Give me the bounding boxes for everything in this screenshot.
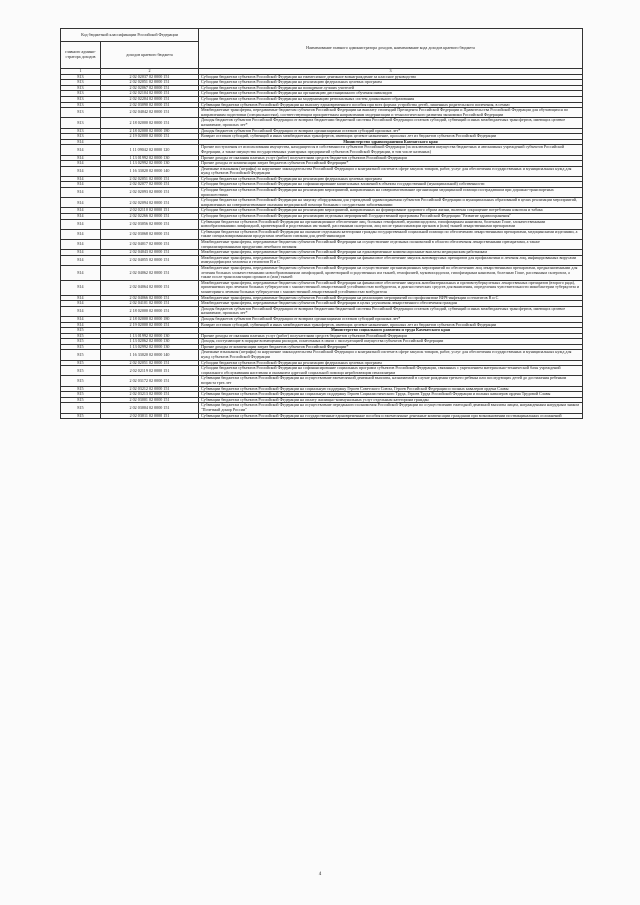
revenue-code-cell: 2 02 03090 02 0000 151 (101, 102, 199, 108)
admin-code-cell: 813 (61, 118, 101, 128)
revenue-code-cell: 2 02 03004 02 0000 151 (101, 403, 199, 413)
admin-code-cell: 815 (61, 366, 101, 376)
revenue-code-cell: 2 18 02000 02 0000 180 (101, 316, 199, 322)
table-row (61, 413, 583, 419)
admin-code-cell: 814 (61, 145, 101, 155)
revenue-code-cell: 2 02 03001 02 0000 151 (101, 397, 199, 403)
revenue-name-cell: Субсидии бюджетам субъектов Российской Федерации на софинансирование социальных программ субъектов Российской Федерации, связанных с укреплением материально-технической базы учреждений социального обслуживания населения и оказанием адресной социальной помощи неработающим пенсионерам (199, 366, 583, 376)
admin-code-cell: 815 (61, 350, 101, 360)
table-row (61, 306, 583, 316)
revenue-code-cell: 1 13 01992 02 0000 130 (101, 333, 199, 339)
admin-code-cell: 813 (61, 85, 101, 91)
table-row (61, 102, 583, 108)
revenue-code-cell: 2 02 03212 02 0000 151 (101, 386, 199, 392)
table-row (61, 265, 583, 280)
revenue-code-cell: 2 02 02204 02 0000 151 (101, 96, 199, 102)
revenue-name-cell: Прочие поступления от использования имущества, находящегося в собственности субъектов Российской Федерации (за исключением имущества бюджетных и автономных учреждений субъектов Российской Федерации, а также имущества государственных унитарных предприятий субъектов Российской Федерации, в том числе казенных) (199, 145, 583, 155)
admin-code-cell: 813 (61, 102, 101, 108)
revenue-name-cell: Денежные взыскания (штрафы) за нарушение законодательства Российской Федерации о контрактной системе в сфере закупок товаров, работ, услуг для обеспечения государственных и муниципальных нужд для нужд субъектов Российской Федерации (199, 166, 583, 176)
revenue-name-cell: Субвенции бюджетам субъектов Российской Федерации на социальную поддержку Героев Социалистического Труда, Героев Труда Российской Федерации и полных кавалеров ордена Трудовой Славы (199, 392, 583, 398)
table-row (61, 280, 583, 295)
revenue-code-cell: 2 19 02000 02 0000 151 (101, 134, 199, 140)
admin-code-cell: 814 (61, 182, 101, 188)
table-row (61, 198, 583, 208)
revenue-name-cell: Субвенции бюджетам субъектов Российской Федерации на оплату жилищно-коммунальных услуг отдельным категориям граждан (199, 397, 583, 403)
revenue-code-cell: 2 02 03213 02 0000 151 (101, 392, 199, 398)
admin-code-cell: 814 (61, 188, 101, 198)
revenue-code-cell: 2 02 04042 02 0000 151 (101, 108, 199, 118)
admin-code-cell: 813 (61, 128, 101, 134)
table-row (61, 255, 583, 265)
revenue-code-cell: 2 02 04055 02 0000 151 (101, 255, 199, 265)
revenue-code-cell: 2 18 02000 02 0000 180 (101, 128, 199, 134)
column-number-2: 2 (101, 69, 199, 75)
admin-code-cell: 814 (61, 208, 101, 214)
revenue-name-cell: Возврат остатков субсидий, субвенций и иных межбюджетных трансфертов, имеющих целевое назначение, прошлых лет из бюджетов субъектов Российской Федерации (199, 322, 583, 328)
revenue-name-cell: Прочие доходы от компенсации затрат бюджетов субъектов Российской Федерации* (199, 344, 583, 350)
revenue-name-cell: Прочие доходы от компенсации затрат бюджетов субъектов Российской Федерации* (199, 161, 583, 167)
revenue-name-cell: Субсидии бюджетам субъектов Российской Федерации на реализацию мероприятий, направленных на совершенствование организации медицинской помощи пострадавшим при дорожно-транспортных происшествиях (199, 188, 583, 198)
revenue-name-cell: Денежные взыскания (штрафы) за нарушение законодательства Российской Федерации о контрактной системе в сфере закупок товаров, работ, услуг для обеспечения государственных и муниципальных нужд для нужд субъектов Российской Федерации (199, 350, 583, 360)
revenue-code-cell: 1 13 02062 02 0000 130 (101, 339, 199, 345)
revenue-name-cell: Доходы бюджетов субъектов Российской Федерации от возврата бюджетами бюджетной системы Российской Федерации остатков субсидий, субвенций и иных межбюджетных трансфертов, имеющих целевое назначение, прошлых лет* (199, 306, 583, 316)
revenue-code-cell: 1 13 02992 02 0000 130 (101, 161, 199, 167)
admin-code-cell: 814 (61, 229, 101, 239)
admin-code-cell: 815 (61, 392, 101, 398)
revenue-code-cell: 2 02 04043 02 0000 151 (101, 250, 199, 256)
revenue-name-cell: Субвенции бюджетам субъектов Российской Федерации на осуществление ежемесячной денежной выплаты, назначаемой в случае рождения третьего ребенка или последующих детей до достижения ребенком возраста трех лет (199, 376, 583, 386)
revenue-code-cell: 2 02 04066 02 0000 151 (101, 295, 199, 301)
revenue-name-cell: Доходы бюджетов субъектов Российской Федерации от возврата организациями остатков субсидий прошлых лет* (199, 128, 583, 134)
revenue-code-cell: 2 02 02067 02 0000 151 (101, 85, 199, 91)
admin-code-cell: 814 (61, 198, 101, 208)
revenue-name-cell: Прочие доходы от оказания платных услуг (работ) получателями средств бюджетов субъектов Российской Федерации (199, 155, 583, 161)
budget-classification-table (60, 28, 583, 419)
table-row (61, 188, 583, 198)
table-row (61, 229, 583, 239)
revenue-name-cell: Субсидии бюджетам субъектов Российской Федерации на реализацию отдельных мероприятий Государственной программы Российской Федерации "Развитие здравоохранения" (199, 214, 583, 220)
admin-code-cell: 814 (61, 214, 101, 220)
revenue-name-cell: Межбюджетные трансферты, передаваемые бюджетам субъектов Российской Федерации на осуществление организационных мероприятий по обеспечению лиц лекарственными препаратами, предназначенными для лечения больных злокачественными новообразованиями лимфоидной, кроветворной и родственных им тканей, гемофилией, муковисцидозом, гипофизарным нанизмом, болезнью Гоше, рассеянным склерозом, а также после трансплантации органов и (или) тканей (199, 265, 583, 280)
revenue-name-cell: Межбюджетные трансферты, передаваемые бюджетам субъектов Российской Федерации на единовременные компенсационные выплаты медицинским работникам (199, 250, 583, 256)
page-number: 4 (318, 872, 322, 877)
column-number-1: 1 (61, 69, 101, 75)
revenue-name-cell: Субвенции бюджетам субъектов Российской Федерации на выплату единовременного пособия при всех формах устройства детей, лишенных родительского попечения, в семью (199, 102, 583, 108)
revenue-code-cell: 2 02 02077 02 0000 151 (101, 182, 199, 188)
header-group-cell: Код бюджетной классификации Российской Федерации (61, 29, 199, 42)
table-row (61, 166, 583, 176)
revenue-code-cell: 1 13 01992 02 0000 130 (101, 155, 199, 161)
admin-code-cell: 814 (61, 280, 101, 295)
header-admin-cell: главного админи-стратора доходов (61, 42, 101, 69)
table-row (61, 219, 583, 229)
revenue-name-cell: Субсидии бюджетам субъектов Российской Федерации на поощрение лучших учителей (199, 85, 583, 91)
revenue-code-cell: 2 02 04062 02 0000 151 (101, 265, 199, 280)
revenue-code-cell: 2 02 04101 02 0000 151 (101, 301, 199, 307)
table-row (61, 376, 583, 386)
admin-code-cell: 815 (61, 328, 101, 334)
revenue-code-cell: 2 02 02104 02 0000 151 (101, 91, 199, 97)
table-body (61, 74, 583, 419)
table-row (61, 240, 583, 250)
table-row (61, 350, 583, 360)
revenue-name-cell: Субсидии бюджетам субъектов Российской Федерации на реализацию федеральных целевых программ (199, 80, 583, 86)
admin-code-cell: 815 (61, 360, 101, 366)
revenue-name-cell: Доходы, поступающие в порядке возмещения расходов, понесенных в связи с эксплуатацией имущества субъектов Российской Федерации (199, 339, 583, 345)
revenue-name-cell: Субвенции бюджетам субъектов Российской Федерации на государственные единовременные пособия и ежемесячные денежные компенсации гражданам при возникновении поствакцинальных осложнений (199, 413, 583, 419)
revenue-name-cell: Межбюджетные трансферты, передаваемые бюджетам субъектов Российской Федерации на осуществление отдельных полномочий в области обеспечения лекарственными препаратами, а также специализированными продуктами лечебного питания (199, 240, 583, 250)
revenue-name-cell: Субсидии бюджетам субъектов Российской Федерации на закупку оборудования для учреждений здравоохранения субъектов Российской Федерации и муниципальных образований в целях реализации мероприятий, направленных на совершенствование оказания медицинской помощи больным с сосудистыми заболеваниями (199, 198, 583, 208)
admin-code-cell: 815 (61, 339, 101, 345)
revenue-code-cell: 2 02 03056 02 0000 151 (101, 219, 199, 229)
table-row (61, 214, 583, 220)
admin-code-cell: 814 (61, 166, 101, 176)
table-row (61, 145, 583, 155)
admin-code-cell: 815 (61, 413, 101, 419)
admin-code-cell: 813 (61, 108, 101, 118)
revenue-code-cell: 2 02 02093 02 0000 151 (101, 188, 199, 198)
admin-code-cell: 815 (61, 386, 101, 392)
admin-code-cell: 814 (61, 306, 101, 316)
revenue-name-cell: Субвенции бюджетам субъектов Российской Федерации на социальную поддержку Героев Советского Союза, Героев Российской Федерации и полных кавалеров ордена Славы (199, 386, 583, 392)
revenue-name-cell: Субвенции бюджетам субъектов Российской Федерации на оказание отдельным категориям граждан государственной социальной помощи по обеспечению лекарственными препаратами, медицинскими изделиями, а также специализированными продуктами лечебного питания для детей-инвалидов (199, 229, 583, 239)
revenue-name-cell: Субсидии бюджетам субъектов Российской Федерации на модернизацию региональных систем дошкольного образования (199, 96, 583, 102)
revenue-code-cell: 2 02 02119 02 0000 151 (101, 366, 199, 376)
column-number-3: 3 (199, 69, 583, 75)
revenue-name-cell: Межбюджетные трансферты, передаваемые бюджетам субъектов Российской Федерации в целях улучшения лекарственного обеспечения граждан (199, 301, 583, 307)
table-row (61, 118, 583, 128)
table-row (61, 403, 583, 413)
admin-code-cell: 814 (61, 255, 101, 265)
revenue-code-cell: 2 02 02110 02 0000 151 (101, 208, 199, 214)
table-header-row (61, 29, 583, 42)
revenue-code-cell: 2 02 03011 02 0000 151 (101, 413, 199, 419)
revenue-code-cell: 1 13 02992 02 0000 130 (101, 344, 199, 350)
revenue-code-cell: 2 02 02094 02 0000 151 (101, 198, 199, 208)
revenue-code-cell: 2 02 03172 02 0000 151 (101, 376, 199, 386)
table-row (61, 392, 583, 398)
revenue-name-cell: Субсидии бюджетам субъектов Российской Федерации на реализацию федеральных целевых программ (199, 360, 583, 366)
revenue-name-cell: Прочие доходы от оказания платных услуг (работ) получателями средств бюджетов субъектов Российской Федерации (199, 333, 583, 339)
revenue-code-cell: 2 02 03068 02 0000 151 (101, 229, 199, 239)
revenue-name-cell: Возврат остатков субсидий, субвенций и иных межбюджетных трансфертов, имеющих целевое назначение, прошлых лет из бюджетов субъектов Российской Федерации (199, 134, 583, 140)
revenue-name-cell: Субвенции бюджетам субъектов Российской Федерации на осуществление переданного полномочия Российской Федерации по осуществлению ежегодной денежной выплаты лицам, награжденным нагрудным знаком "Почетный донор России" (199, 403, 583, 413)
revenue-name-cell: Доходы бюджетов субъектов Российской Федерации от возврата бюджетами бюджетной системы Российской Федерации остатков субсидий, субвенций и иных межбюджетных трансфертов, имеющих целевое назначение, прошлых лет* (199, 118, 583, 128)
admin-code-cell: 814 (61, 301, 101, 307)
revenue-name-cell: Субсидии бюджетам субъектов Российской Федерации на ежемесячное денежное вознаграждение за классное руководство (199, 74, 583, 80)
admin-code-cell: 814 (61, 161, 101, 167)
admin-code-cell: 813 (61, 96, 101, 102)
revenue-name-cell: Межбюджетные трансферты, передаваемые бюджетам субъектов Российской Федерации на реализацию мероприятий по профилактике ВИЧ-инфекции и гепатитов В и С (199, 295, 583, 301)
admin-code-cell: 814 (61, 250, 101, 256)
header-revenue-cell: доходов краевого бюджета (101, 42, 199, 69)
revenue-code-cell: 1 11 09042 02 0000 120 (101, 145, 199, 155)
admin-code-cell: 814 (61, 219, 101, 229)
revenue-name-cell: Министерство социального развития и труда Камчатского края (199, 328, 583, 334)
admin-code-cell: 815 (61, 344, 101, 350)
table-row (61, 208, 583, 214)
admin-code-cell: 815 (61, 397, 101, 403)
revenue-code-cell: 2 02 02266 02 0000 151 (101, 214, 199, 220)
revenue-name-cell: Межбюджетные трансферты, передаваемые бюджетам субъектов Российской Федерации на выплату стипендий Президента Российской Федерации и Правительства Российской Федерации для обучающихся по направлениям подготовки (специальностям), соответствующим приоритетным направлениям модернизации и технологического развития экономики Российской Федерации (199, 108, 583, 118)
table-row (61, 108, 583, 118)
revenue-code-cell: 1 16 33020 02 0000 140 (101, 350, 199, 360)
revenue-name-cell: Субсидии бюджетам субъектов Российской Федерации на организацию дистанционного обучения инвалидов (199, 91, 583, 97)
admin-code-cell: 814 (61, 322, 101, 328)
revenue-code-cell: 1 16 33020 02 0000 140 (101, 166, 199, 176)
admin-code-cell: 813 (61, 91, 101, 97)
revenue-code-cell: 2 02 02051 02 0000 151 (101, 360, 199, 366)
revenue-code-cell: 2 02 02051 02 0000 151 (101, 80, 199, 86)
admin-code-cell: 815 (61, 376, 101, 386)
revenue-code-cell: 2 19 02000 02 0000 151 (101, 322, 199, 328)
admin-code-cell: 814 (61, 139, 101, 145)
revenue-name-cell: Субсидии бюджетам субъектов Российской Федерации на софинансирование капитальных вложений в объекты государственной (муниципальной) собственности (199, 182, 583, 188)
revenue-name-cell: Межбюджетные трансферты, передаваемые бюджетам субъектов Российской Федерации на финансовое обеспечение закупок антивирусных препаратов для профилактики и лечения лиц, инфицированных вирусами иммунодефицита человека и гепатитов В и С (199, 255, 583, 265)
admin-code-cell: 814 (61, 240, 101, 250)
revenue-name-cell: Министерство здравоохранения Камчатского края (199, 139, 583, 145)
table-row (61, 386, 583, 392)
admin-code-cell: 813 (61, 80, 101, 86)
revenue-name-cell: Субвенции бюджетам субъектов Российской Федерации на организационное обеспечение лиц, больных гемофилией, муковисцидозом, гипофизарным нанизмом, болезнью Гоше, злокачественными новообразованиями лимфоидной, кроветворной и родственных им тканей, рассеянным склерозом, лиц после трансплантации органов и (или) тканей лекарственными препаратами (199, 219, 583, 229)
revenue-name-cell: Субсидии бюджетам субъектов Российской Федерации на реализацию федеральных целевых программ (199, 176, 583, 182)
revenue-code-cell: 2 02 02037 02 0000 151 (101, 74, 199, 80)
admin-code-cell: 814 (61, 295, 101, 301)
admin-code-cell: 815 (61, 333, 101, 339)
table-row (61, 366, 583, 376)
revenue-code-cell: 2 02 04017 02 0000 151 (101, 240, 199, 250)
revenue-name-cell: Субсидии бюджетам субъектов Российской Федерации на реализацию мероприятий, направленных на формирование здорового образа жизни, включая сокращение потребления алкоголя и табака (199, 208, 583, 214)
revenue-code-cell: 2 02 02051 02 0000 151 (101, 176, 199, 182)
revenue-code-cell: 2 18 02000 02 0000 151 (101, 306, 199, 316)
header-name-cell: Наименование главного администратора доходов, наименование кода доходов краевого бюджета (199, 29, 583, 69)
admin-code-cell: 814 (61, 316, 101, 322)
admin-code-cell: 813 (61, 134, 101, 140)
admin-code-cell: 814 (61, 176, 101, 182)
revenue-code-cell: 2 18 02000 02 0000 151 (101, 118, 199, 128)
admin-code-cell: 814 (61, 265, 101, 280)
admin-code-cell: 815 (61, 403, 101, 413)
admin-code-cell: 813 (61, 74, 101, 80)
revenue-name-cell: Межбюджетные трансферты, передаваемые бюджетам субъектов Российской Федерации на финансовое обеспечение закупок антибактериальных и противотуберкулезных лекарственных препаратов (второго ряда), применяемых при лечении больных туберкулезом с множественной лекарственной устойчивостью возбудителя, и диагностических средств для выявления, определения чувствительности микобактерии туберкулеза и мониторинга лечения больных туберкулезом с множественной лекарственной устойчивостью возбудителя (199, 280, 583, 295)
revenue-code-cell: 2 02 04064 02 0000 151 (101, 280, 199, 295)
revenue-name-cell: Доходы бюджетов субъектов Российской Федерации от возврата организациями остатков субсидий прошлых лет* (199, 316, 583, 322)
admin-code-cell: 814 (61, 155, 101, 161)
